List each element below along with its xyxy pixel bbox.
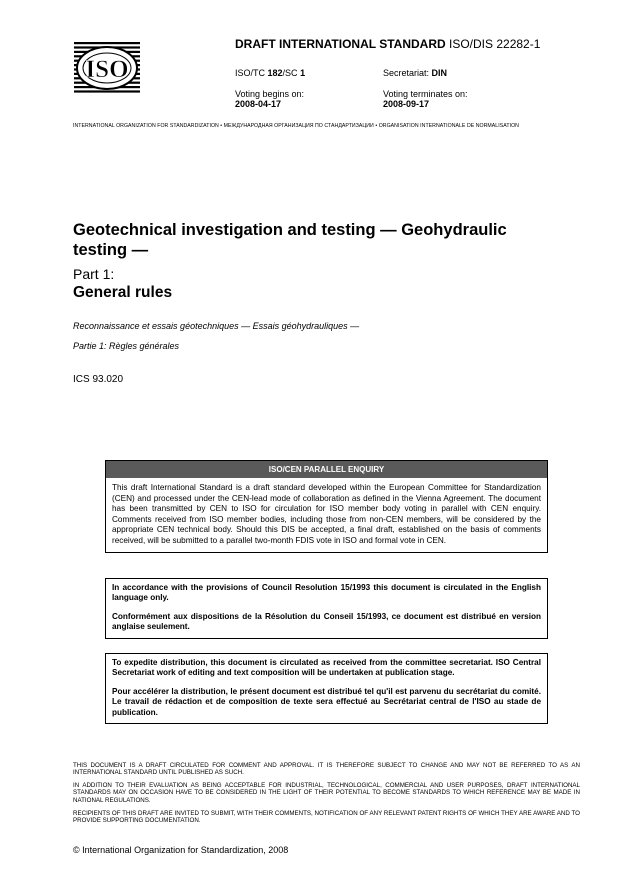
committee-sc: 1 [300, 68, 306, 78]
distribution-notice-fr: Pour accélérer la distribution, le présent document est distribué tel qu'il est parvenu du secrétariat du comité. Le travail de rédaction et de composition de texte sera effectué au Secrétariat central de l'ISO au stade de publication. [112, 686, 541, 717]
distribution-box [105, 653, 548, 724]
organization-line: INTERNATIONAL ORGANIZATION FOR STANDARDIZATION • МЕЖДУНАРОДНАЯ ОРГАНИЗАЦИЯ ПО СТАНДАРТИЗАЦИИ • ORGANISATION INTERNATIONALE DE NORMALISATION [73, 123, 519, 129]
enquiry-box [105, 460, 548, 553]
language-box [105, 578, 548, 639]
iso-logo [74, 42, 140, 94]
copyright-notice: © International Organization for Standardization, 2008 [73, 845, 289, 855]
voting-begins-date [235, 99, 281, 109]
part-title: General rules [73, 284, 173, 301]
voting-ends-date-value: 2008-09-17 [383, 99, 430, 109]
document-title: Geotechnical investigation and testing — Geohydraulic testing — [73, 221, 507, 259]
patent-note: RECIPIENTS OF THIS DRAFT ARE INVITED TO SUBMIT, WITH THEIR COMMENTS, NOTIFICATION OF ANY RELEVANT PATENT RIGHTS OF WHICH THEY ARE AWARE AND TO PROVIDE SUPPORTING DOCUMENTATION. [73, 810, 580, 825]
committee-ref [235, 68, 305, 78]
language-notice-en: In accordance with the provisions of Council Resolution 15/1993 this document is circulated in the English language only. [112, 583, 541, 603]
french-title: Reconnaissance et essais géotechniques — Essais géohydrauliques — [73, 321, 360, 331]
voting-ends-date [383, 99, 429, 109]
iso-logo-text: ISO [85, 56, 129, 83]
draft-note: THIS DOCUMENT IS A DRAFT CIRCULATED FOR COMMENT AND APPROVAL. IT IS THEREFORE SUBJECT TO CHANGE AND MAY NOT BE REFERRED TO AS AN INTERNATIONAL STANDARD UNTIL PUBLISHED AS SUCH. [73, 762, 580, 777]
enquiry-box-heading: ISO/CEN PARALLEL ENQUIRY [106, 461, 547, 478]
document-number: ISO/DIS 22282-1 [449, 37, 541, 51]
secretariat-label: Secretariat: [383, 68, 432, 78]
ics-code: ICS 93.020 [73, 374, 124, 385]
voting-ends-label: Voting terminates on: [383, 89, 468, 99]
language-notice-fr: Conformément aux dispositions de la Résolution du Conseil 15/1993, ce document est distribué en version anglaise seulement. [112, 611, 541, 632]
secretariat [383, 68, 447, 78]
distribution-notice-en: To expedite distribution, this document is circulated as received from the committee secretariat. ISO Central Secretariat work of editing and text composition will be undertaken at publication stage. [112, 658, 541, 678]
voting-begins-date-value: 2008-04-17 [235, 99, 282, 109]
regulation-note: IN ADDITION TO THEIR EVALUATION AS BEING ACCEPTABLE FOR INDUSTRIAL, TECHNOLOGICAL, COMMERCIAL AND USER PURPOSES, DRAFT INTERNATIONAL STANDARDS MAY ON OCCASION HAVE TO BE CONSIDERED IN THE LIGHT OF THEIR POTENTIAL TO BECOME STANDARDS TO WHICH REFERENCE MAY BE MADE IN NATIONAL REGULATIONS. [73, 782, 580, 804]
enquiry-box-text: This draft International Standard is a draft standard developed within the European Committee for Standardization (CEN) and processed under the CEN-lead mode of collaboration as defined in the Vienna Agreement. The document has been transmitted by CEN to ISO for circulation for ISO member body voting in parallel with CEN enquiry. Comments received from ISO member bodies, including those from non-CEN members, will be considered by the appropriate CEN technical body. Should this DIS be accepted, a final draft, established on the basis of comments received, will be submitted to a parallel two-month FDIS vote in ISO and formal vote in CEN. [112, 483, 541, 545]
document-type-line [235, 37, 540, 51]
voting-begins-label: Voting begins on: [235, 89, 305, 99]
document-type: DRAFT INTERNATIONAL STANDARD [235, 37, 446, 51]
committee-separator: /SC [282, 68, 301, 78]
part-number: Part 1: [73, 266, 115, 282]
committee-prefix: ISO/TC [235, 68, 268, 78]
committee-tc: 182 [267, 68, 283, 78]
french-part-title: Partie 1: Règles générales [73, 341, 180, 351]
secretariat-value: DIN [431, 68, 448, 78]
